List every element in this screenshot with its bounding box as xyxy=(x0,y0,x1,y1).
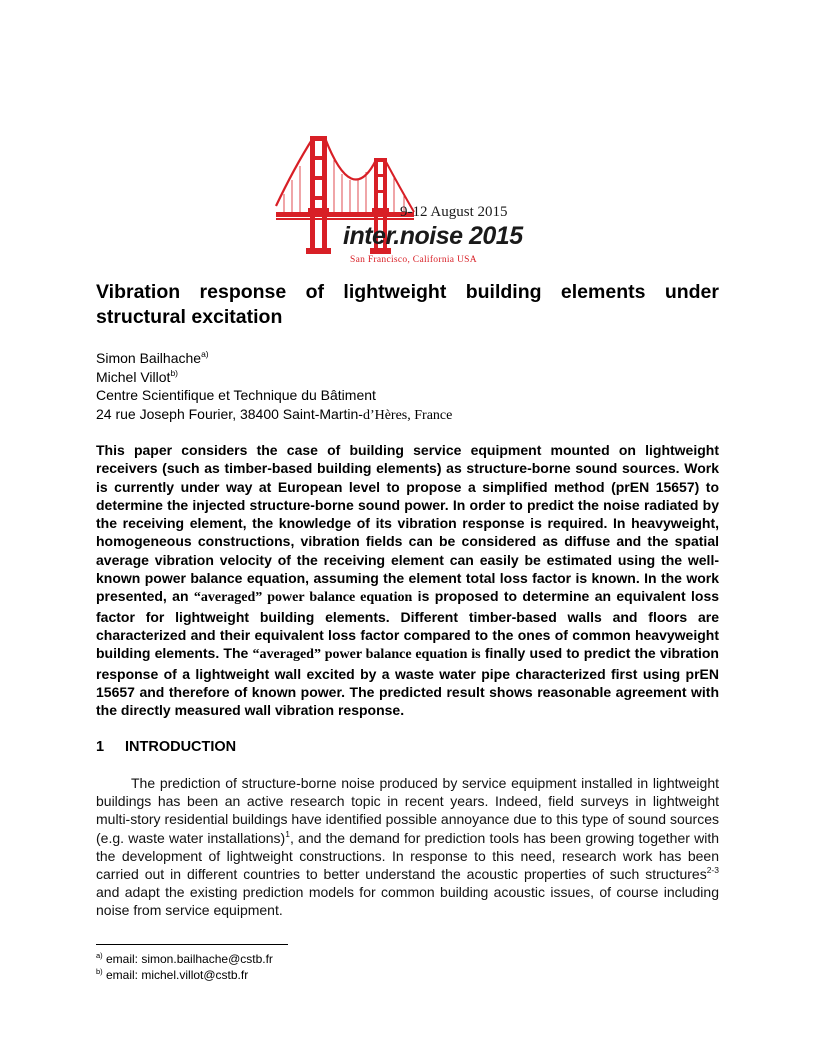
footnote-divider xyxy=(96,944,288,945)
section-number: 1 xyxy=(96,739,105,755)
footnote-a xyxy=(96,952,273,968)
address-part-1: 24 rue Joseph Fourier, 38400 Saint-Martin- xyxy=(96,405,363,422)
citation-ref-1: 1 xyxy=(285,828,290,839)
abstract-text-2: is proposed to determine an equivalent loss factor for lightweight building elements. Different timber-based walls and floors are characterized and their equivalent loss factor compared to the ones of common heavyweight building elements. The xyxy=(96,588,720,662)
section-title: INTRODUCTION xyxy=(125,739,237,755)
abstract xyxy=(96,441,719,719)
intro-text-1: The prediction of structure-borne noise produced by service equipment installed in lightweight buildings has been an active research topic in recent years. Indeed, field surveys in lightweight multi-story residential buildings have identified possible annoyance due to this type of sound sources (e.g. waste water installations) xyxy=(96,775,719,846)
footnote-b-email: email: michel.villot@cstb.fr xyxy=(102,967,249,982)
abstract-quote-1: “averaged” power balance equation xyxy=(193,590,413,606)
footnote-b-mark: b) xyxy=(96,966,103,976)
paper-title-line-2: structural excitation xyxy=(96,306,283,328)
conference-location: San Francisco, California USA xyxy=(350,255,477,265)
conference-logo xyxy=(272,128,548,268)
author-1-mark: a) xyxy=(201,349,209,359)
footnote-b xyxy=(96,968,273,984)
paper-title xyxy=(96,280,719,330)
section-heading xyxy=(96,737,719,757)
intro-text-2: , and the demand for prediction tools has been growing together with the development of lightweight constructions. In response to this need, research work has been carried out in different countries to better understand the acoustic properties of such structures xyxy=(96,829,719,883)
footnote-a-email: email: simon.bailhache@cstb.fr xyxy=(102,952,273,966)
citation-ref-2: 2-3 xyxy=(706,865,719,876)
footnotes xyxy=(96,952,273,983)
footnote-a-mark: a) xyxy=(96,951,103,960)
abstract-quote-2: “averaged” power balance equation is xyxy=(252,647,481,663)
author-2-mark: b) xyxy=(170,367,178,378)
conference-dates: 9-12 August 2015 xyxy=(400,204,508,220)
address xyxy=(96,405,719,426)
abstract-text-3: finally used to predict the vibration response of a lightweight wall excited by a waste water pipe characterized first using prEN 15657 and therefore of known power. The predicted result shows reasonable agreement with the directly measured wall vibration response. xyxy=(96,645,719,719)
author-1-name: Simon Bailhache xyxy=(96,350,202,366)
author-1 xyxy=(96,349,719,368)
abstract-text-1: This paper considers the case of building service equipment mounted on lightweight receivers (such as timber-based building elements) as structure-borne sound sources. Work is currently under way at European level to propose a simplified method (prEN 15657) to determine the injected structure-borne sound power. In order to predict the noise radiated by the receiving element, the knowledge of its vibration response is required. In heavyweight, homogeneous constructions, vibration fields can be considered as diffuse and the spatial average vibration velocity of the receiving element can easily be estimated using the well-known power balance equation, assuming the element total loss factor is known. In the work presented, an xyxy=(96,442,719,605)
intro-text-3: and adapt the existing prediction models for common building acoustic issues, of course including noise from service equipment. xyxy=(96,884,719,919)
author-block xyxy=(96,349,719,425)
conference-name: inter.noise 2015 xyxy=(343,222,523,250)
paper-title-line-1: Vibration response of lightweight building elements under xyxy=(96,281,719,303)
address-part-2: d’Hères, France xyxy=(362,407,453,423)
introduction-paragraph xyxy=(96,774,719,920)
affiliation: Centre Scientifique et Technique du Bâtiment xyxy=(96,387,376,403)
author-2-name: Michel Villot xyxy=(96,368,171,385)
author-2 xyxy=(96,368,719,387)
